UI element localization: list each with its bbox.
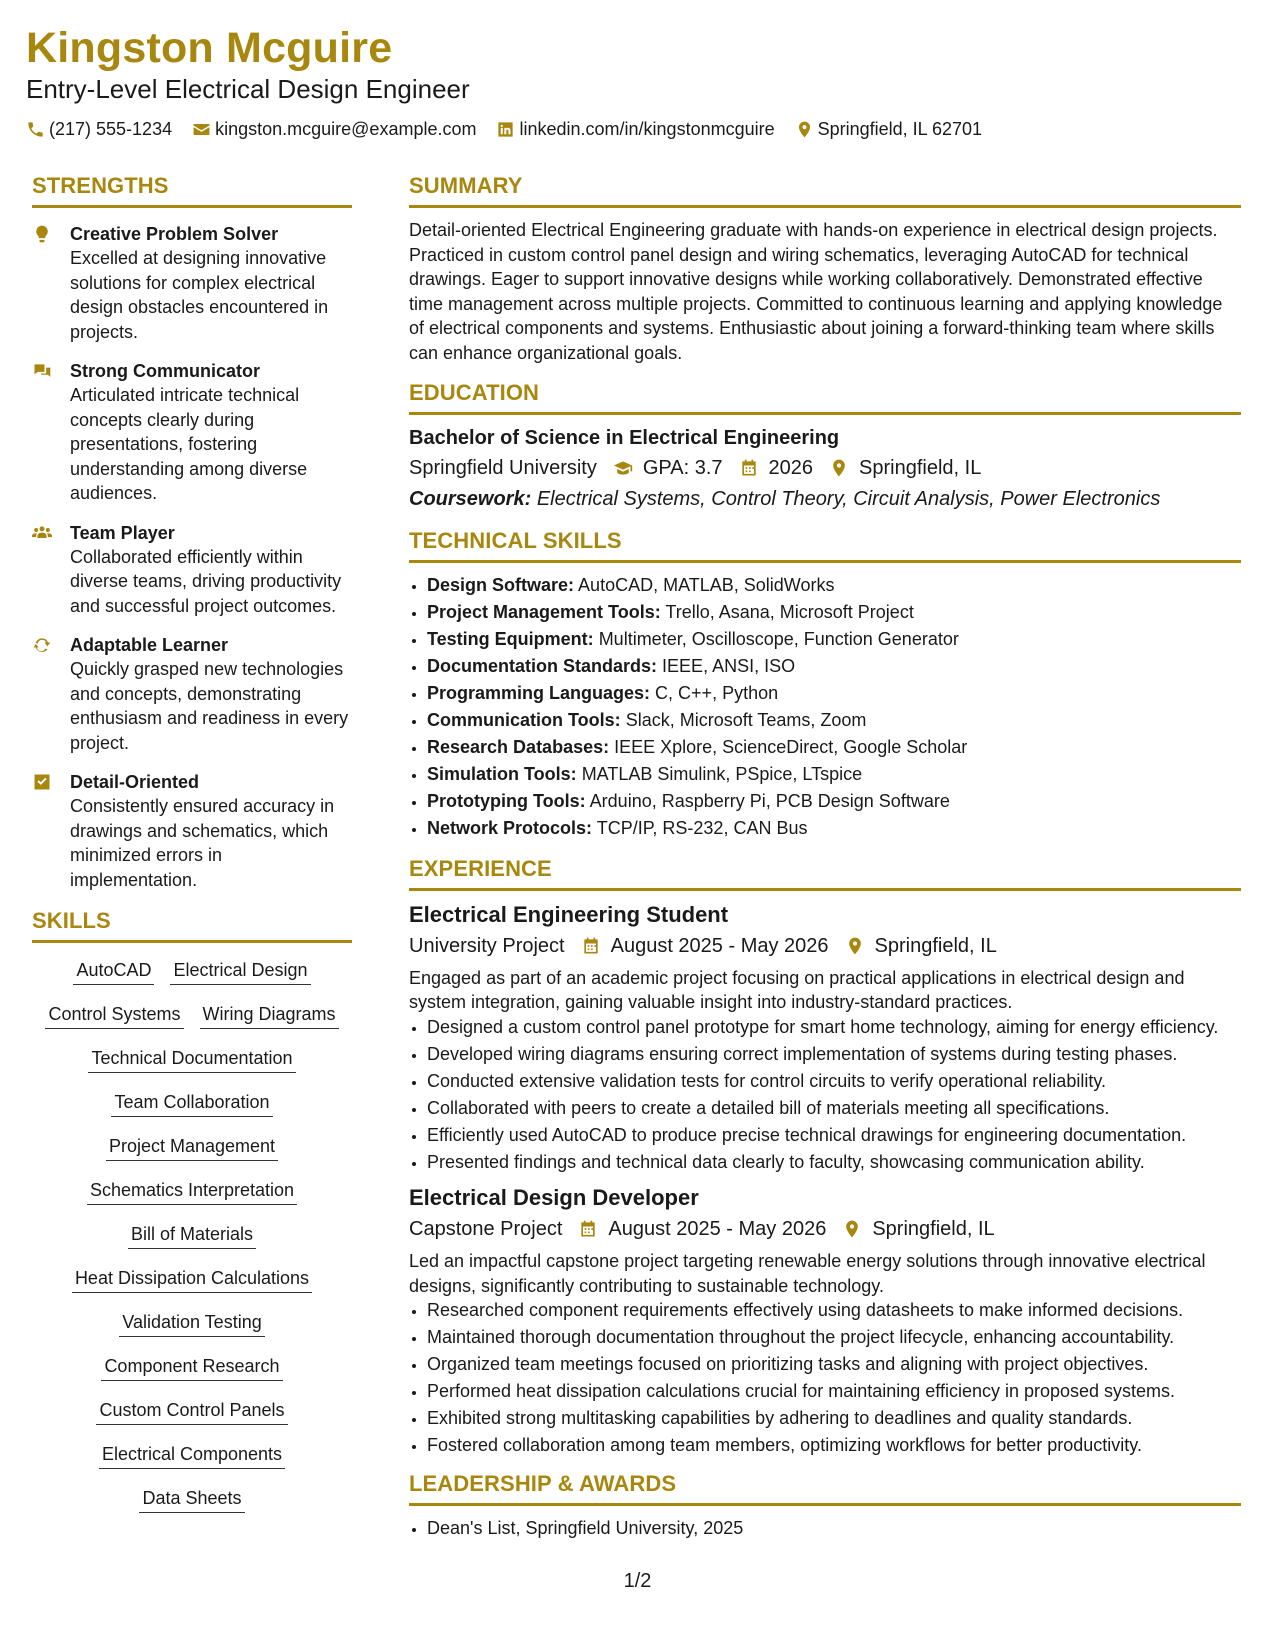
contact-location — [795, 118, 982, 140]
strength-body — [70, 359, 352, 506]
phone-text: (217) 555-1234 — [49, 119, 173, 139]
tech-skill-item — [427, 600, 1241, 625]
job-bullet: • Researched component requirements effectively using datasheets to make informed decisions. — [427, 1298, 1241, 1323]
job-dates-text: August 2025 - May 2026 — [610, 934, 829, 957]
contact-linkedin[interactable] — [496, 118, 774, 140]
tech-skill-item — [427, 816, 1241, 841]
gpa-text: GPA: 3.7 — [642, 457, 723, 479]
edu-location-item — [829, 454, 981, 482]
skill-tag: Electrical Components — [99, 1442, 285, 1469]
envelope-icon — [192, 120, 211, 139]
lightbulb-icon — [32, 224, 52, 244]
edu-location-text: Springfield, IL — [859, 457, 982, 479]
phone-icon — [26, 120, 45, 139]
strengths-list — [32, 222, 352, 892]
job-entry — [409, 1184, 1241, 1458]
degree-name: Bachelor of Science in Electrical Engineering — [409, 427, 840, 449]
skills-heading: SKILLS — [32, 907, 352, 943]
job-bullet: • Performed heat dissipation calculations crucial for maintaining efficiency in proposed systems. — [427, 1379, 1241, 1404]
contact-bar — [26, 118, 1246, 140]
tech-skill-label: Research Databases: — [427, 737, 610, 757]
job-role: Electrical Engineering Student — [409, 901, 729, 927]
education-meta — [409, 454, 1241, 482]
tech-skill-item — [427, 654, 1241, 679]
skill-tag: Electrical Design — [170, 958, 310, 985]
skill-row — [32, 1046, 352, 1073]
job-bullet: • Conducted extensive validation tests for control circuits to verify operational reliability. — [427, 1069, 1241, 1094]
tech-skill-value: MATLAB Simulink, PSpice, LTspice — [581, 764, 863, 784]
strength-item — [32, 359, 352, 506]
skill-row — [32, 1266, 352, 1293]
tech-skill-item — [427, 735, 1241, 760]
job-org — [409, 1215, 562, 1243]
strength-name: Team Player — [70, 522, 175, 543]
job-bullet: • Exhibited strong multitasking capabilities by adhering to deadlines and quality standards. — [427, 1406, 1241, 1431]
strengths-heading: STRENGTHS — [32, 172, 352, 208]
refresh-icon — [32, 635, 52, 655]
award-item: • Dean's List, Springfield University, 2025 — [427, 1516, 1241, 1541]
strength-body — [70, 521, 352, 619]
strength-desc: Collaborated efficiently within diverse teams, driving productivity and successful project outcomes. — [70, 546, 342, 616]
right-column — [409, 172, 1241, 1543]
job-location-text: Springfield, IL — [872, 1218, 995, 1240]
job-meta — [409, 1215, 1241, 1243]
strength-desc: Quickly grasped new technologies and concepts, demonstrating enthusiasm and readiness in every project. — [70, 659, 349, 753]
job-dates — [578, 1215, 826, 1243]
leadership-heading: LEADERSHIP & AWARDS — [409, 1470, 1241, 1506]
tech-skill-value: AutoCAD, MATLAB, SolidWorks — [578, 575, 835, 595]
map-pin-icon — [845, 936, 865, 956]
tech-skill-value: Trello, Asana, Microsoft Project — [665, 602, 914, 622]
strength-body — [70, 770, 352, 892]
strength-desc: Consistently ensured accuracy in drawings and schematics, which minimized errors in implementation. — [70, 796, 335, 890]
skill-row — [32, 1002, 352, 1029]
strength-name: Adaptable Learner — [70, 635, 229, 655]
tech-skill-value: Slack, Microsoft Teams, Zoom — [625, 710, 867, 730]
graduation-cap-icon — [613, 458, 633, 478]
calendar-icon — [581, 936, 601, 956]
summary-heading: SUMMARY — [409, 172, 1241, 208]
candidate-name: Kingston Mcguire — [26, 24, 393, 72]
skill-row — [32, 1178, 352, 1205]
school-text: Springfield University — [409, 457, 597, 479]
checkbox-icon — [32, 772, 52, 792]
strength-icon-wrap — [32, 521, 56, 619]
strength-icon-wrap — [32, 770, 56, 892]
coursework-label: Coursework: — [409, 488, 532, 510]
job-dates-text: August 2025 - May 2026 — [608, 1218, 827, 1240]
tech-skill-label: Simulation Tools: — [427, 764, 577, 784]
strength-icon-wrap — [32, 633, 56, 755]
tech-skill-label: Design Software: — [427, 575, 575, 595]
skills-list — [32, 958, 352, 1513]
leadership-list — [409, 1516, 1241, 1541]
job-location — [842, 1215, 994, 1243]
strength-icon-wrap — [32, 222, 56, 344]
experience-heading: EXPERIENCE — [409, 855, 1241, 891]
skill-tag: Control Systems — [45, 1002, 183, 1029]
tech-skill-item — [427, 573, 1241, 598]
job-org-text: University Project — [409, 934, 565, 957]
strength-name: Strong Communicator — [70, 361, 261, 381]
job-bullets — [409, 1015, 1241, 1175]
tech-skill-item — [427, 789, 1241, 814]
page-number: 1/2 — [623, 1570, 652, 1592]
tech-skill-label: Programming Languages: — [427, 683, 651, 703]
email-text: kingston.mcguire@example.com — [215, 119, 477, 139]
strength-icon-wrap — [32, 359, 56, 506]
tech-skill-label: Testing Equipment: — [427, 629, 594, 649]
skill-tag: Team Collaboration — [111, 1090, 272, 1117]
skill-tag: Technical Documentation — [88, 1046, 295, 1073]
tech-skill-value: Arduino, Raspberry Pi, PCB Design Software — [589, 791, 950, 811]
candidate-title: Entry-Level Electrical Design Engineer — [26, 74, 470, 104]
strength-item — [32, 521, 352, 619]
job-location-text: Springfield, IL — [874, 934, 997, 957]
skill-tag: Custom Control Panels — [96, 1398, 287, 1425]
contact-email[interactable] — [192, 118, 476, 140]
summary-text: Detail-oriented Electrical Engineering graduate with hands-on experience in electrical design projects. Practiced in custom control panel design and wiring schematics, leveraging AutoCAD for technical drawings. Eager to support innovative designs while working collaboratively. Demonstrated effective time management across multiple projects. Committed to continuous learning and applying knowledge of electrical components and systems. Enthusiastic about joining a forward-thinking team where skills can enhance organizational goals. — [409, 220, 1223, 363]
job-bullet: • Maintained thorough documentation throughout the project lifecycle, enhancing accountability. — [427, 1325, 1241, 1350]
skill-tag: Project Management — [106, 1134, 278, 1161]
skill-row — [32, 1134, 352, 1161]
coursework-text: Electrical Systems, Control Theory, Circuit Analysis, Power Electronics — [536, 488, 1161, 510]
job-meta — [409, 932, 1241, 960]
skill-row — [32, 1442, 352, 1469]
job-role: Electrical Design Developer — [409, 1185, 699, 1210]
strength-desc: Articulated intricate technical concepts clearly during presentations, fostering understanding among diverse audiences. — [70, 385, 308, 503]
skill-tag: Validation Testing — [119, 1310, 264, 1337]
map-pin-icon — [842, 1219, 862, 1239]
tech-skill-label: Project Management Tools: — [427, 602, 661, 622]
job-bullet: • Efficiently used AutoCAD to produce precise technical drawings for engineering documentation. — [427, 1123, 1241, 1148]
resume-header — [26, 22, 1246, 140]
tech-skill-item — [427, 708, 1241, 733]
calendar-icon — [739, 458, 759, 478]
job-summary: Engaged as part of an academic project focusing on practical applications in electrical design and system integration, gaining valuable insight into industry-standard practices. — [409, 967, 1185, 1012]
strength-item — [32, 222, 352, 344]
strength-body — [70, 633, 352, 755]
job-entry — [409, 901, 1241, 1175]
technical-skills-list — [409, 573, 1241, 841]
skill-tag: Wiring Diagrams — [200, 1002, 339, 1029]
users-icon — [32, 523, 52, 543]
strength-name: Creative Problem Solver — [70, 224, 279, 244]
year-text: 2026 — [768, 457, 814, 479]
gpa-item — [613, 454, 723, 482]
school-name — [409, 454, 597, 482]
job-bullet: • Presented findings and technical data clearly to faculty, showcasing communication ability. — [427, 1150, 1241, 1175]
skill-tag: Data Sheets — [139, 1486, 244, 1513]
skill-row — [32, 1090, 352, 1117]
calendar-icon — [578, 1219, 598, 1239]
job-bullet: • Developed wiring diagrams ensuring correct implementation of systems during testing phases. — [427, 1042, 1241, 1067]
skill-tag: AutoCAD — [73, 958, 154, 985]
tech-skill-value: TCP/IP, RS-232, CAN Bus — [596, 818, 808, 838]
location-text: Springfield, IL 62701 — [817, 119, 983, 139]
job-org-text: Capstone Project — [409, 1218, 563, 1240]
job-location — [845, 932, 997, 960]
job-org — [409, 932, 565, 960]
tech-skill-label: Documentation Standards: — [427, 656, 658, 676]
experience-list — [409, 901, 1241, 1458]
job-bullet: • Fostered collaboration among team members, optimizing workflows for better productivity. — [427, 1433, 1241, 1458]
strength-item — [32, 770, 352, 892]
skill-tag: Schematics Interpretation — [87, 1178, 297, 1205]
tech-skill-value: Multimeter, Oscilloscope, Function Generator — [598, 629, 959, 649]
tech-skill-value: C, C++, Python — [655, 683, 779, 703]
left-column — [32, 172, 352, 1513]
job-bullets — [409, 1298, 1241, 1458]
skill-row — [32, 958, 352, 985]
job-bullet: • Collaborated with peers to create a detailed bill of materials meeting all specifications. — [427, 1096, 1241, 1121]
skill-row — [32, 1486, 352, 1513]
coursework — [409, 485, 1241, 513]
job-dates — [581, 932, 829, 960]
job-summary: Led an impactful capstone project targeting renewable energy solutions through innovative electrical designs, significantly contributing to sustainable technology. — [409, 1251, 1206, 1296]
year-item — [739, 454, 814, 482]
skill-row — [32, 1222, 352, 1249]
tech-skill-item — [427, 762, 1241, 787]
contact-phone[interactable] — [26, 118, 172, 140]
tech-skill-label: Prototyping Tools: — [427, 791, 586, 811]
chat-icon — [32, 361, 52, 381]
map-pin-icon — [795, 120, 814, 139]
skill-row — [32, 1310, 352, 1337]
skills-tags — [32, 958, 352, 1513]
skill-tag: Bill of Materials — [128, 1222, 256, 1249]
skill-row — [32, 1398, 352, 1425]
strength-name: Detail-Oriented — [70, 772, 200, 792]
education-heading: EDUCATION — [409, 379, 1241, 415]
skill-tag: Heat Dissipation Calculations — [72, 1266, 312, 1293]
tech-skill-label: Network Protocols: — [427, 818, 593, 838]
technical-skills-heading: TECHNICAL SKILLS — [409, 527, 1241, 563]
linkedin-text: linkedin.com/in/kingstonmcguire — [519, 119, 775, 139]
job-bullet: • Designed a custom control panel prototype for smart home technology, aiming for energy efficiency. — [427, 1015, 1241, 1040]
tech-skill-item — [427, 681, 1241, 706]
map-pin-icon — [829, 458, 849, 478]
strength-body — [70, 222, 352, 344]
skill-tag: Component Research — [101, 1354, 282, 1381]
strength-desc: Excelled at designing innovative solutions for complex electrical design obstacles encountered in projects. — [70, 248, 329, 342]
tech-skill-value: IEEE Xplore, ScienceDirect, Google Scholar — [614, 737, 968, 757]
job-bullet: • Organized team meetings focused on prioritizing tasks and aligning with project objectives. — [427, 1352, 1241, 1377]
skill-row — [32, 1354, 352, 1381]
linkedin-icon — [496, 120, 515, 139]
tech-skill-item — [427, 627, 1241, 652]
tech-skill-label: Communication Tools: — [427, 710, 621, 730]
strength-item — [32, 633, 352, 755]
tech-skill-value: IEEE, ANSI, ISO — [662, 656, 796, 676]
